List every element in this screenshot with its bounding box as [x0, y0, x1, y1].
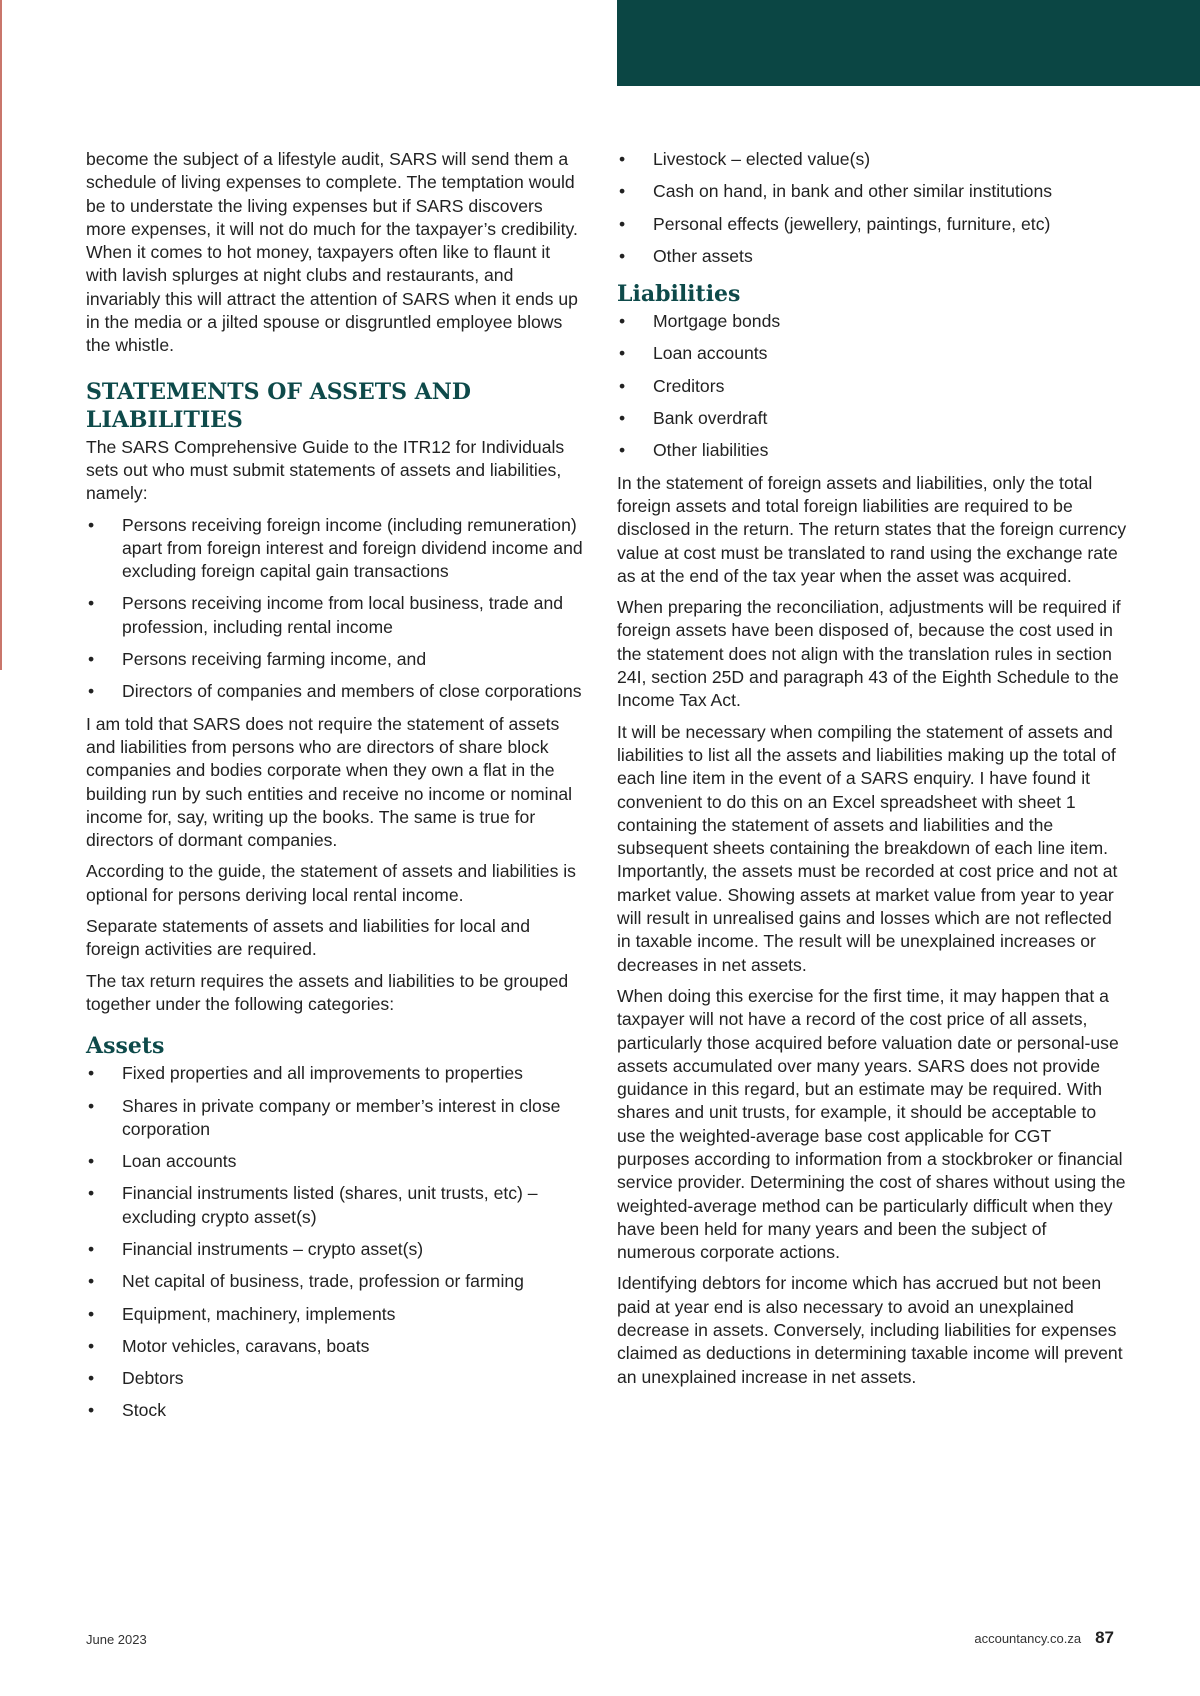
bullet-icon: •	[88, 1183, 95, 1204]
page-edge-line	[0, 0, 2, 670]
list-item: • Motor vehicles, caravans, boats	[86, 1335, 586, 1358]
footer-date: June 2023	[86, 1632, 147, 1647]
bullet-icon: •	[88, 514, 95, 535]
paragraph: Identifying debtors for income which has accrued but not been paid at year end is also necessary to avoid an unexplained decrease in assets. Conversely, including liabilities for expenses claimed as deductions in determining taxable income will prevent an unexplained increase in net assets.	[617, 1273, 1123, 1387]
list-item: • Fixed properties and all improvements to properties	[86, 1062, 586, 1085]
bullet-icon: •	[619, 149, 626, 169]
bullet-icon: •	[88, 649, 95, 670]
bullet-icon: •	[88, 681, 95, 702]
list-item: • Cash on hand, in bank and other similar institutions	[617, 180, 1127, 203]
list-item: • Financial instruments listed (shares, unit trusts, etc) – excluding crypto asset(s)	[88, 1183, 538, 1227]
list-item: • Net capital of business, trade, profession or farming	[86, 1270, 586, 1293]
assets-heading: Assets	[86, 1033, 165, 1060]
list-item: • Mortgage bonds	[617, 310, 1127, 333]
list-item: • Shares in private company or member’s interest in close corporation	[88, 1095, 561, 1139]
list-item: • Equipment, machinery, implements	[86, 1303, 586, 1326]
list-item: • Persons receiving farming income, and	[86, 648, 586, 671]
bullet-icon: •	[88, 1238, 95, 1259]
left-column	[86, 148, 586, 1432]
paragraph: The tax return requires the assets and liabilities to be grouped together under the following categories:	[86, 970, 569, 1014]
list-item: • Loan accounts	[86, 1150, 586, 1173]
bullet-icon: •	[88, 1063, 95, 1084]
list-item: • Directors of companies and members of close corporations	[86, 680, 586, 703]
right-column	[617, 148, 1127, 1397]
bullet-icon: •	[619, 245, 626, 266]
bullet-icon: •	[88, 593, 95, 614]
bullet-icon: •	[88, 1271, 95, 1292]
assets-list-continued	[617, 148, 1127, 268]
bullet-icon: •	[619, 408, 626, 429]
paragraph: It will be necessary when compiling the statement of assets and liabilities to list all the assets and liabilities making up the total of each line item in the event of a SARS enquiry. I have found it convenient to do this on an Excel spreadsheet with sheet 1 containing the statement of assets and liabilities and the subsequent sheets containing the breakdown of each line item. Importantly, the assets must be recorded at cost price and not at market value. Showing assets at market value from year to year will result in unrealised gains and losses which are not reflected in taxable income. The result will be unexplained increases or decreases in net assets.	[617, 721, 1118, 975]
assets-list	[86, 1062, 586, 1423]
bullet-icon: •	[88, 1335, 95, 1356]
who-must-submit-list	[86, 514, 586, 704]
footer-right	[974, 1628, 1114, 1648]
bullet-icon: •	[619, 343, 626, 364]
bullet-icon: •	[619, 181, 626, 202]
bullet-icon: •	[88, 1151, 95, 1172]
paragraph: Separate statements of assets and liabilities for local and foreign activities are required.	[86, 916, 531, 960]
list-item: • Debtors	[86, 1367, 586, 1390]
bullet-icon: •	[88, 1095, 95, 1116]
paragraph: In the statement of foreign assets and liabilities, only the total foreign assets and total foreign liabilities are required to be disclosed in the return. The return states that the foreign currency value at cost must be translated to rand using the exchange rate as at the end of the tax year when the asset was acquired.	[617, 472, 1127, 586]
bullet-icon: •	[619, 213, 626, 234]
liabilities-list	[617, 310, 1127, 462]
footer-site-link[interactable]: accountancy.co.za	[974, 1631, 1082, 1646]
section-heading: STATEMENTS OF ASSETS AND LIABILITIES	[86, 378, 471, 433]
list-item: • Persons receiving foreign income (including remuneration) apart from foreign interest and foreign dividend income and excluding foreign capital gain transactions	[88, 514, 583, 582]
bullet-icon: •	[88, 1303, 95, 1324]
list-item: • Livestock – elected value(s)	[617, 148, 1127, 171]
bullet-icon: •	[619, 375, 626, 396]
bullet-icon: •	[88, 1368, 95, 1389]
list-item: • Loan accounts	[617, 342, 1127, 365]
paragraph: The SARS Comprehensive Guide to the ITR12 for Individuals sets out who must submit statements of assets and liabilities, namely:	[86, 436, 565, 504]
page-number: 87	[1095, 1628, 1114, 1647]
bullet-icon: •	[619, 311, 626, 332]
list-item: • Personal effects (jewellery, paintings, furniture, etc)	[617, 213, 1127, 236]
list-item: • Financial instruments – crypto asset(s)	[86, 1238, 586, 1261]
liabilities-heading: Liabilities	[617, 281, 741, 308]
paragraph: According to the guide, the statement of assets and liabilities is optional for persons deriving local rental income.	[86, 861, 576, 905]
bullet-icon: •	[619, 440, 626, 461]
list-item: • Other assets	[617, 245, 1127, 268]
paragraph: When doing this exercise for the first time, it may happen that a taxpayer will not have a record of the cost price of all assets, particularly those acquired before valuation date or personal-use assets accumulated over many years. SARS does not provide guidance in this regard, but an estimate may be required. With shares and unit trusts, for example, it should be acceptable to use the weighted-average base cost applicable for CGT purposes according to information from a stockbroker or financial service provider. Determining the cost of shares without using the weighted-average method can be particularly difficult when they have been held for many years and been the subject of numerous corporate actions.	[617, 985, 1126, 1263]
list-item: • Stock	[86, 1399, 586, 1422]
list-item: • Other liabilities	[617, 439, 1127, 462]
list-item: • Persons receiving income from local business, trade and profession, including rental income	[88, 593, 564, 637]
intro-paragraph: become the subject of a lifestyle audit, SARS will send them a schedule of living expenses to complete. The temptation would be to understate the living expenses but if SARS discovers more expenses, it will not do much for the taxpayer’s credibility. When it comes to hot money, taxpayers often like to flaunt it with lavish splurges at night clubs and restaurants, and invariably this will attract the attention of SARS when it ends up in the media or a jilted spouse or disgruntled employee blows the whistle.	[86, 149, 578, 356]
header-color-band	[617, 0, 1200, 86]
paragraph: When preparing the reconciliation, adjustments will be required if foreign assets have been disposed of, because the cost used in the statement does not align with the translation rules in section 24I, section 25D and paragraph 43 of the Eighth Schedule to the Income Tax Act.	[617, 597, 1121, 711]
bullet-icon: •	[88, 1400, 95, 1421]
paragraph: I am told that SARS does not require the statement of assets and liabilities from persons who are directors of share block companies and bodies corporate when they own a flat in the building run by such entities and receive no income or nominal income for, say, writing up the books. The same is true for directors of dormant companies.	[86, 713, 573, 851]
list-item: • Creditors	[617, 375, 1127, 398]
list-item: • Bank overdraft	[617, 407, 1127, 430]
